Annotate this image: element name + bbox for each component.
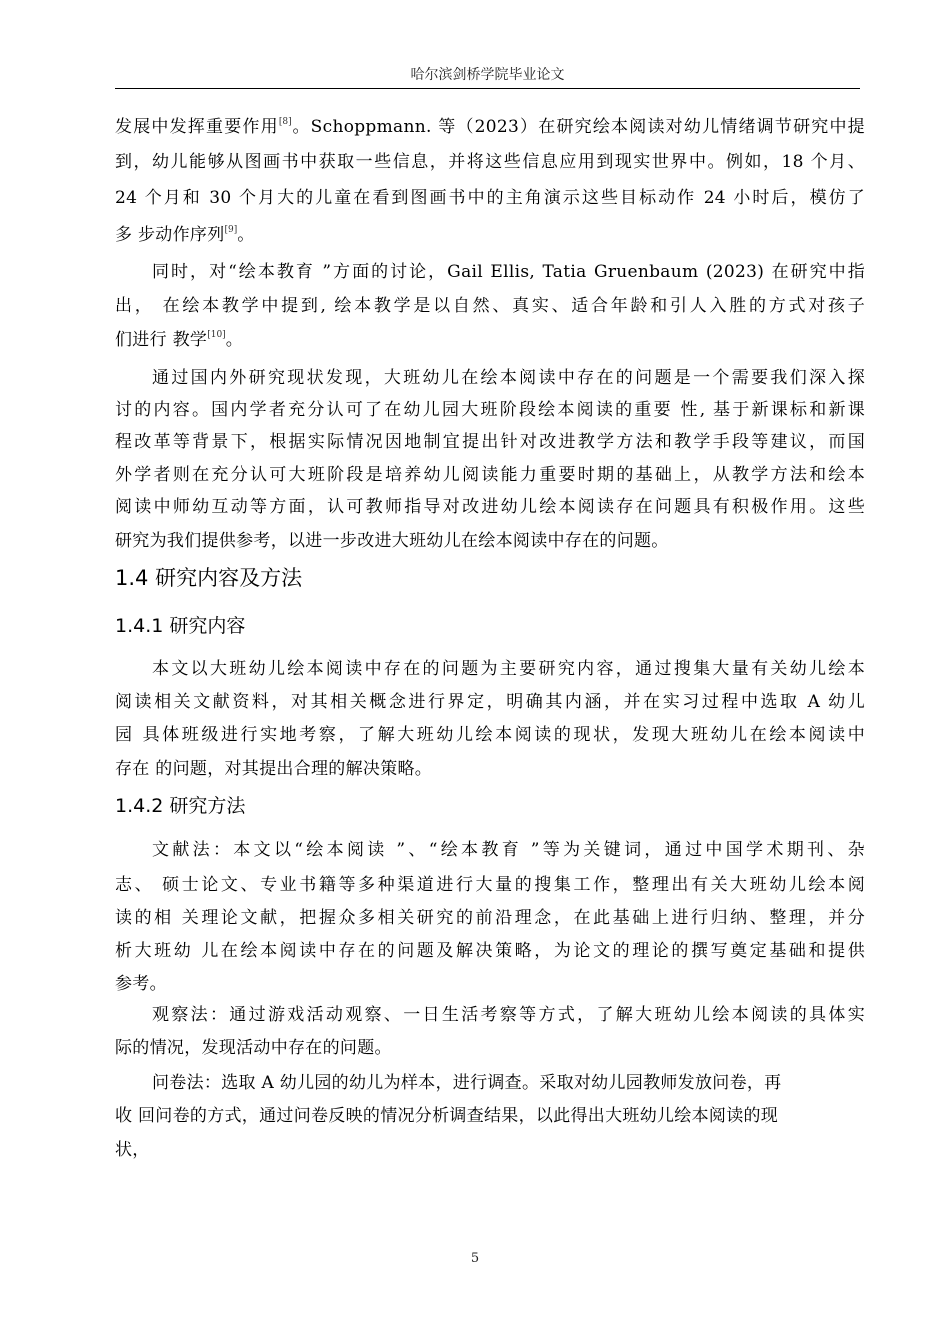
paragraph-2-line-2: 出， 在绘本教学中提到, 绘本教学是以自然、真实、适合年龄和引人入胜的方式对孩子 [115,296,865,316]
text-run: 们进行 教学 [115,330,208,350]
paragraph-4-line-3: 园 具体班级进行实地考察，了解大班幼儿绘本阅读的现状，发现大班幼儿在绘本阅读中 [115,725,865,745]
paragraph-2-line-1: 同时，对“绘本教育 ”方面的讨论，Gail Ellis, Tatia Gruenbaum (2023) 在研究中指 [152,262,865,282]
running-header: 哈尔滨剑桥学院毕业论文 [410,67,565,83]
text-run: 多 步动作序列 [115,225,225,245]
paragraph-3-line-1: 通过国内外研究现状发现，大班幼儿在绘本阅读中存在的问题是一个需要我们深入探 [152,368,865,388]
paragraph-1-line-2: 到，幼儿能够从图画书中获取一些信息，并将这些信息应用到现实世界中。例如，18 个月、 [115,152,865,172]
page-number: 5 [470,1251,480,1266]
text-run: 发展中发挥重要作用 [115,117,279,137]
paragraph-4-line-1: 本文以大班幼儿绘本阅读中存在的问题为主要研究内容，通过搜集大量有关幼儿绘本 [152,659,865,679]
text-run: 。Schoppmann. 等（2023）在研究绘本阅读对幼儿情绪调节研究中提 [291,117,865,137]
paragraph-5-line-2: 志、 硕士论文、专业书籍等多种渠道进行大量的搜集工作，整理出有关大班幼儿绘本阅 [115,875,865,895]
paragraph-3-line-3: 程改革等背景下，根据实际情况因地制宜提出针对改进教学方法和教学手段等建议，而国 [115,432,865,452]
paragraph-7-line-1: 问卷法：选取 A 幼儿园的幼儿为样本，进行调查。采取对幼儿园教师发放问卷，再 [152,1073,782,1093]
paragraph-7-line-3: 状， [115,1140,150,1160]
paragraph-3-line-4: 外学者则在充分认可大班阶段是培养幼儿阅读能力重要时期的基础上，从教学方法和绘本 [115,465,865,485]
paragraph-5-line-3: 读的相 关理论文献，把握众多相关研究的前沿理念，在此基础上进行归纳、整理，并分 [115,908,865,928]
section-heading-1-4-1: 1.4.1 研究内容 [115,615,246,637]
section-heading-1-4: 1.4 研究内容及方法 [115,566,303,590]
text-run: 。 [225,330,244,350]
citation-ref-9[interactable]: [9] [224,225,238,235]
citation-ref-10[interactable]: [10] [207,330,226,340]
citation-ref-8[interactable]: [8] [278,117,292,127]
paragraph-1-line-4 [115,223,255,247]
text-run: 。 [237,225,255,245]
paragraph-1-line-3: 24 个月和 30 个月大的儿童在看到图画书中的主角演示这些目标动作 24 小时后，模仿了 [115,188,865,208]
paragraph-4-line-4: 存在 的问题，对其提出合理的解决策略。 [115,759,433,779]
paragraph-6-line-1: 观察法：通过游戏活动观察、一日生活考察等方式，了解大班幼儿绘本阅读的具体实 [152,1005,865,1025]
paragraph-5-line-1: 文献法：本文以“绘本阅读 ”、“绘本教育 ”等为关键词，通过中国学术期刊、杂 [152,840,865,860]
header-rule [115,88,860,89]
paragraph-1-line-1 [115,115,865,139]
paragraph-7-line-2: 收 回问卷的方式，通过问卷反映的情况分析调查结果，以此得出大班幼儿绘本阅读的现 [115,1106,779,1126]
paragraph-4-line-2: 阅读相关文献资料，对其相关概念进行界定，明确其内涵，并在实习过程中选取 A 幼儿 [115,692,865,712]
paragraph-3-line-6: 研究为我们提供参考，以进一步改进大班幼儿在绘本阅读中存在的问题。 [115,531,669,551]
paragraph-3-line-5: 阅读中师幼互动等方面，认可教师指导对改进幼儿绘本阅读存在问题具有积极作用。这些 [115,497,865,517]
paragraph-2-line-3 [115,328,243,352]
paragraph-6-line-2: 际的情况，发现活动中存在的问题。 [115,1038,392,1058]
paragraph-3-line-2: 讨的内容。国内学者充分认可了在幼儿园大班阶段绘本阅读的重要 性, 基于新课标和新课 [115,400,865,420]
paragraph-5-line-5: 参考。 [115,974,167,994]
paragraph-5-line-4: 析大班幼 儿在绘本阅读中存在的问题及解决策略，为论文的理论的撰写奠定基础和提供 [115,941,865,961]
section-heading-1-4-2: 1.4.2 研究方法 [115,795,246,817]
